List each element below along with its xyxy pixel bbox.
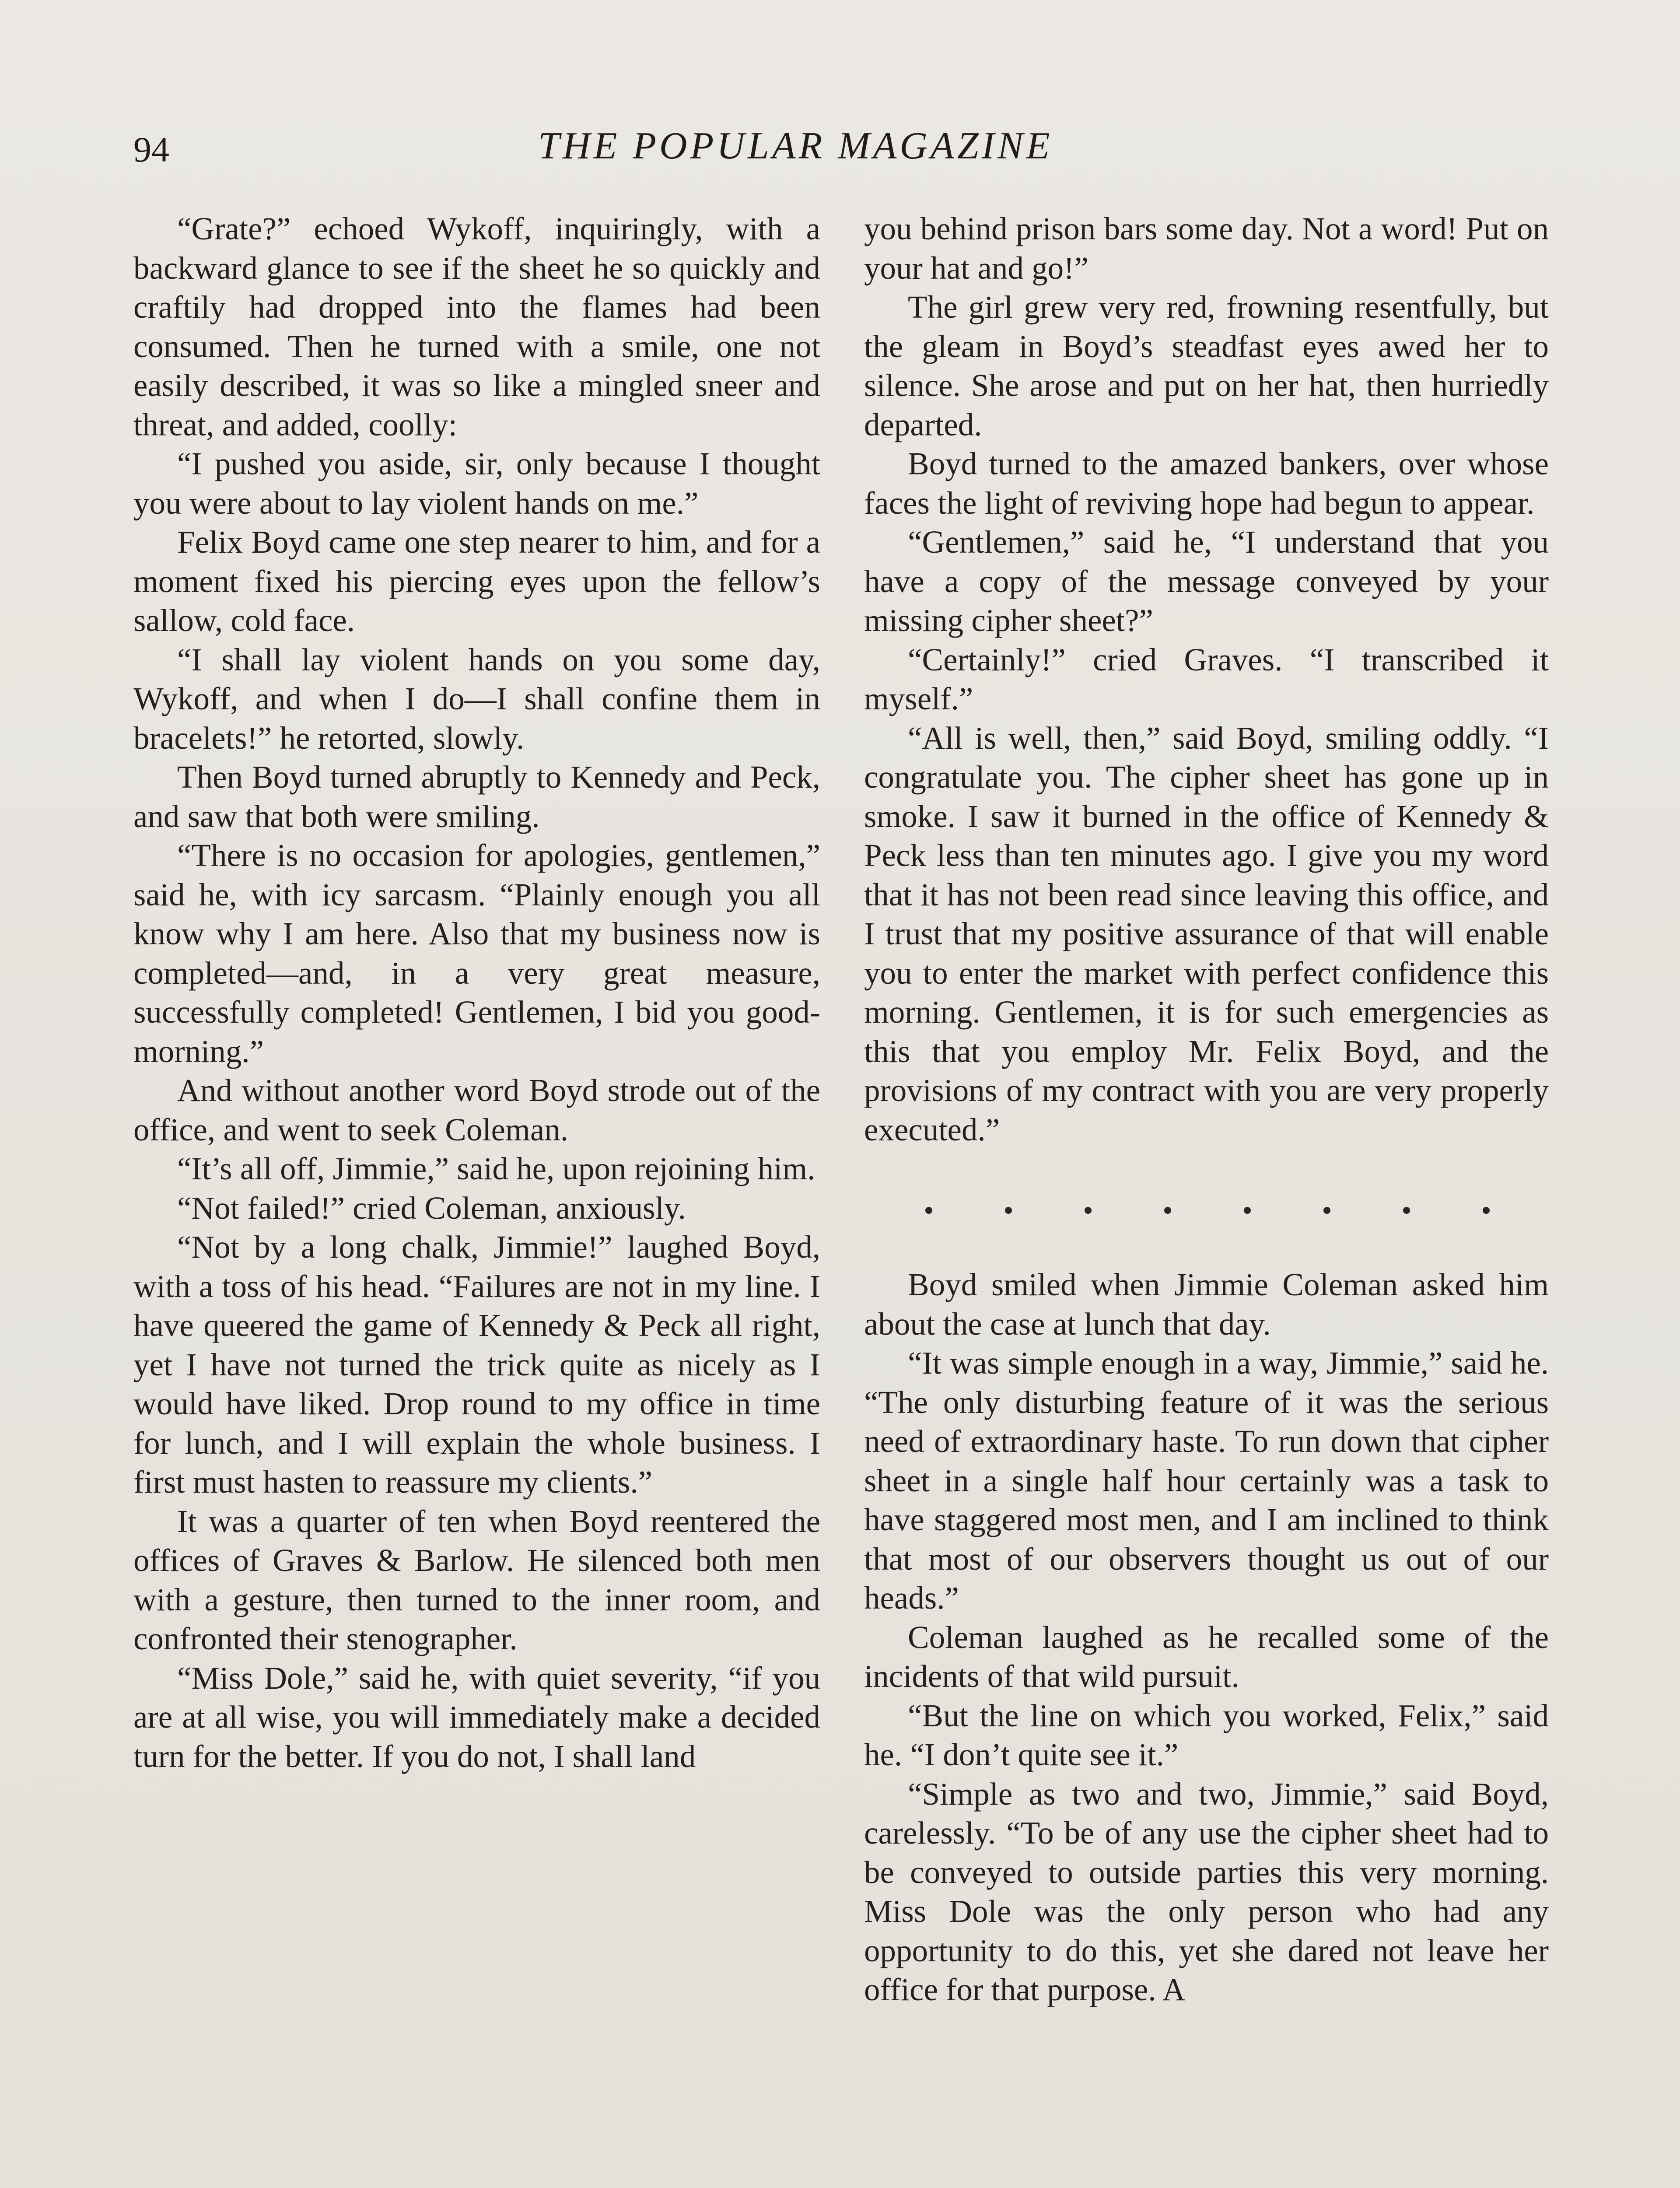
- paragraph: “There is no occasion for apologies, gentlemen,” said he, with icy sarcasm. “Plainly enough you all know why I am here. Also that my business now is completed—and, in a very great measure, successfully completed! Gentlemen, I bid you good-morning.”: [133, 838, 820, 1069]
- page-number: 94: [133, 130, 169, 169]
- section-break: [925, 1191, 1490, 1230]
- paragraph: It was a quarter of ten when Boyd reentered the offices of Graves & Barlow. He silenced both men with a gesture, then turned to the inner room, and confronted their stenographer.: [133, 1503, 820, 1656]
- right-column-bottom-section: [864, 1265, 1549, 2009]
- paragraph: “I pushed you aside, sir, only because I thought you were about to lay violent hands on me.”: [133, 446, 820, 521]
- paragraph: “Certainly!” cried Graves. “I transcribed it myself.”: [864, 642, 1549, 716]
- paragraph: “Miss Dole,” said he, with quiet severity, “if you are at all wise, you will immediately make a decided turn for the better. If you do not, I shall land: [133, 1660, 820, 1774]
- paragraph: “Not failed!” cried Coleman, anxiously.: [177, 1190, 686, 1226]
- running-title: THE POPULAR MAGAZINE: [538, 125, 1053, 167]
- section-break-dot: [1085, 1207, 1092, 1214]
- paragraph: Then Boyd turned abruptly to Kennedy and Peck, and saw that both were smiling.: [133, 759, 820, 834]
- paragraph: “But the line on which you worked, Felix,” said he. “I don’t quite see it.”: [864, 1697, 1549, 1772]
- right-column-top-section: [864, 209, 1549, 1149]
- paragraph: Felix Boyd came one step nearer to him, and for a moment fixed his piercing eyes upon the fellow’s sallow, cold face.: [133, 524, 820, 638]
- section-break-dot: [1403, 1207, 1410, 1214]
- paragraph: “All is well, then,” said Boyd, smiling oddly. “I congratulate you. The cipher sheet has gone up in smoke. I saw it burned in the office of Kennedy & Peck less than ten minutes ago. I give you my word that it has not been read since leaving this office, and I trust that my positive assurance of that will enable you to enter the market with perfect confidence this morning. Gentlemen, it is for such emergencies as this that you employ Mr. Felix Boyd, and the provisions of my contract with you are very properly executed.”: [864, 720, 1549, 1147]
- paragraph: “I shall lay violent hands on you some day, Wykoff, and when I do—I shall confine them in bracelets!” he retorted, slowly.: [133, 642, 820, 756]
- paragraph: “Not by a long chalk, Jimmie!” laughed Boyd, with a toss of his head. “Failures are not in my line. I have queered the game of Kennedy & Peck all right, yet I have not turned the trick quite as nicely as I would have liked. Drop round to my office in time for lunch, and I will explain the whole business. I first must hasten to reassure my clients.”: [133, 1229, 820, 1500]
- page-header: [0, 120, 1680, 173]
- paragraph: The girl grew very red, frowning resentfully, but the gleam in Boyd’s steadfast eyes awed her to silence. She arose and put on her hat, then hurriedly departed.: [864, 289, 1549, 442]
- paragraph: “Grate?” echoed Wykoff, inquiringly, with a backward glance to see if the sheet he so quickly and craftily had dropped into the flames had been consumed. Then he turned with a smile, one not easily described, it was so like a mingled sneer and threat, and added, coolly:: [133, 211, 820, 442]
- section-break-dot: [1244, 1207, 1251, 1214]
- paragraph: Boyd smiled when Jimmie Coleman asked him about the case at lunch that day.: [864, 1267, 1549, 1342]
- right-text-column: [864, 209, 1549, 2009]
- section-break-dot: [1164, 1207, 1171, 1214]
- section-break-dot: [1005, 1207, 1012, 1214]
- paragraph: you behind prison bars some day. Not a word! Put on your hat and go!”: [864, 211, 1549, 286]
- left-text-column: [133, 209, 820, 1776]
- paragraph: “It was simple enough in a way, Jimmie,” said he. “The only disturbing feature of it was the serious need of extraordinary haste. To run down that cipher sheet in a single half hour certainly was a task to have staggered most men, and I am inclined to think that most of our observers thought us out of our heads.”: [864, 1345, 1549, 1616]
- section-break-dot: [925, 1207, 932, 1214]
- paragraph: And without another word Boyd strode out of the office, and went to seek Coleman.: [133, 1073, 820, 1147]
- paragraph: Coleman laughed as he recalled some of the incidents of that wild pursuit.: [864, 1619, 1549, 1694]
- paragraph: “Gentlemen,” said he, “I understand that you have a copy of the message conveyed by your missing cipher sheet?”: [864, 524, 1549, 638]
- paragraph: “It’s all off, Jimmie,” said he, upon rejoining him.: [177, 1151, 816, 1186]
- paragraph: Boyd turned to the amazed bankers, over whose faces the light of reviving hope had begun to appear.: [864, 446, 1549, 521]
- paragraph: “Simple as two and two, Jimmie,” said Boyd, carelessly. “To be of any use the cipher sheet had to be conveyed to outside parties this very morning. Miss Dole was the only person who had any opportunity to do this, yet she dared not leave her office for that purpose. A: [864, 1776, 1549, 2007]
- section-break-dot: [1483, 1207, 1490, 1214]
- section-break-dot: [1323, 1207, 1330, 1214]
